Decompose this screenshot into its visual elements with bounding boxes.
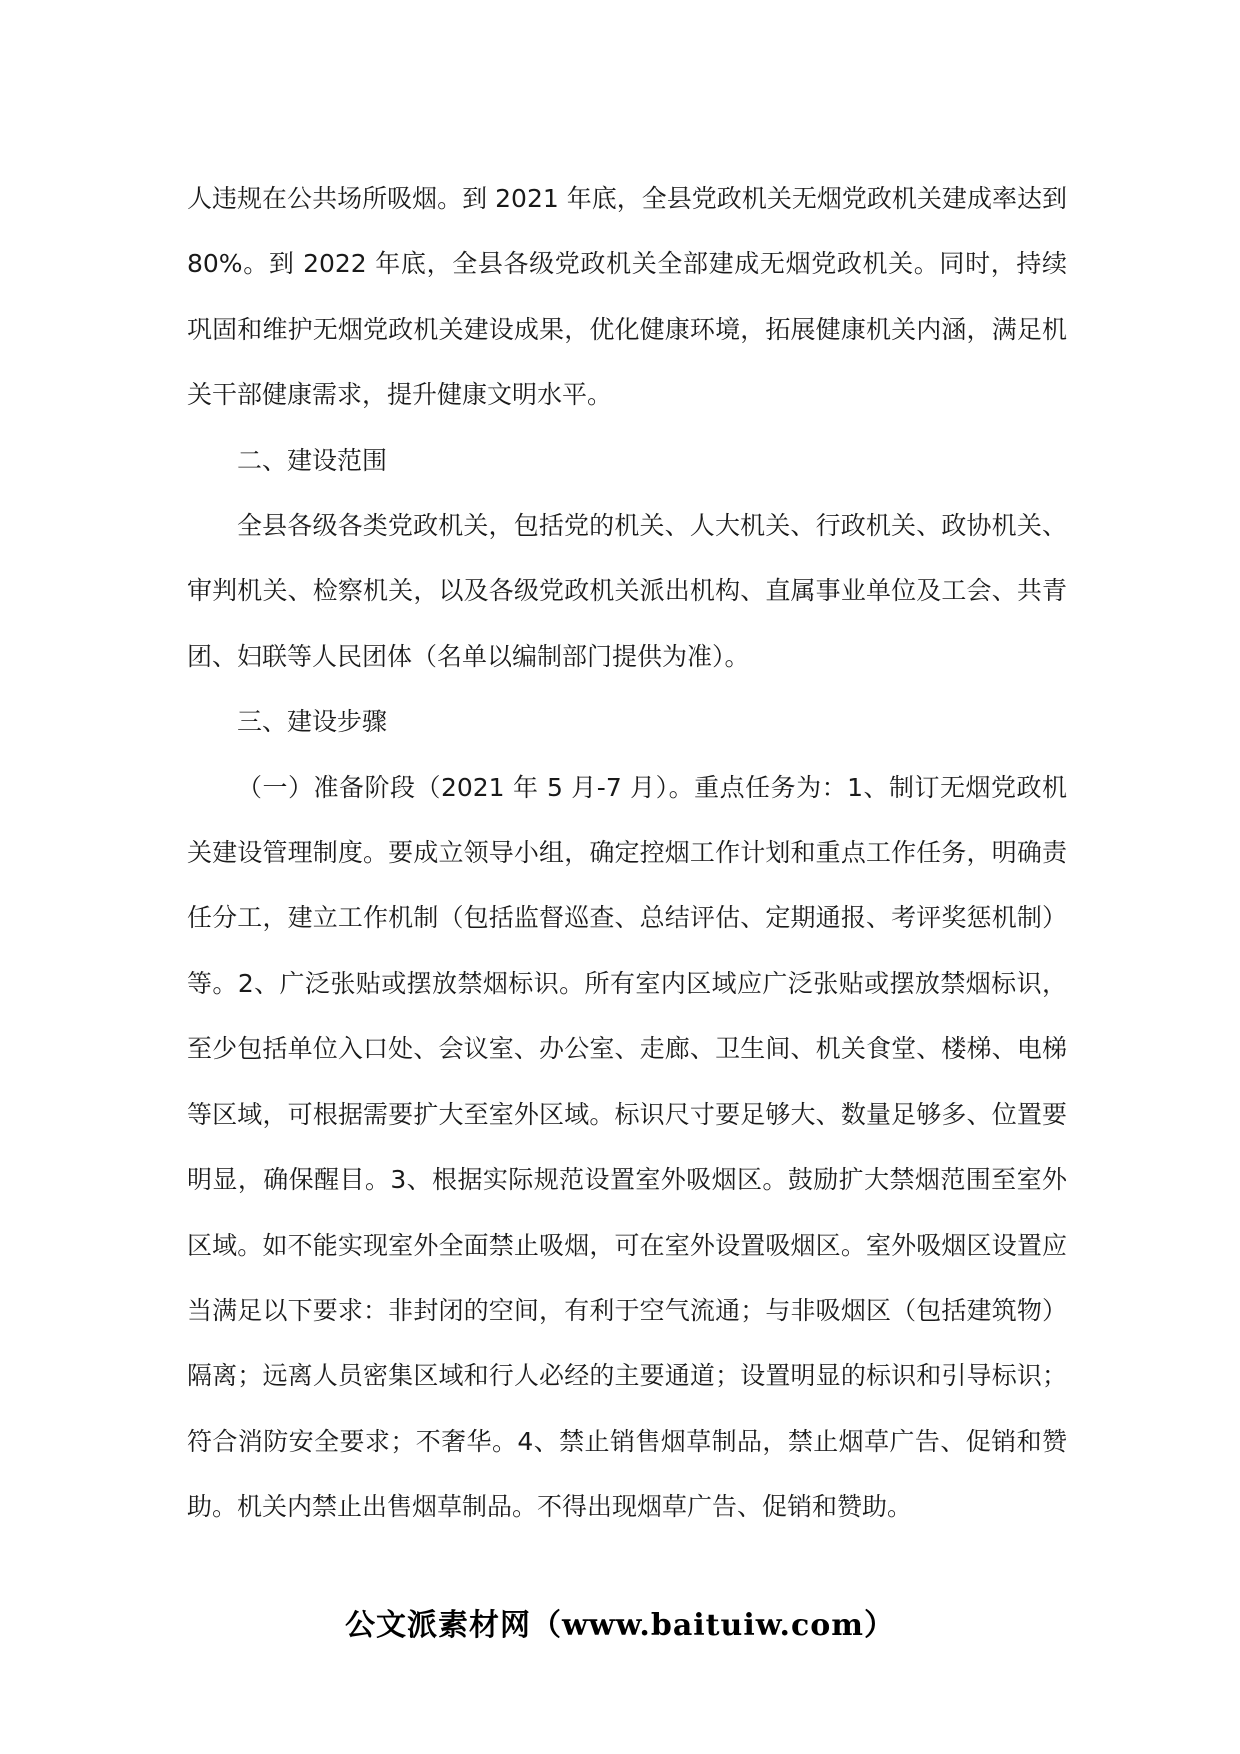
section-heading-steps: 三、建设步骤 — [237, 707, 388, 737]
document-body — [187, 166, 1067, 1540]
footer-watermark: 公文派素材网（www.baituiw.com） — [344, 1608, 896, 1643]
paragraph-scope: 全县各级各类党政机关，包括党的机关、人大机关、行政机关、政协机关、审判机关、检察机关，以及各级党政机关派出机构、直属事业单位及工会、共青团、妇联等人民团体（名单以编制部门提供为准）。 — [187, 511, 1067, 671]
section-heading-scope: 二、建设范围 — [237, 445, 388, 475]
paragraph-preparation-stage: （一）准备阶段（2021 年 5 月-7 月）。重点任务为：1、制订无烟党政机关建设管理制度。要成立领导小组，确定控烟工作计划和重点工作任务，明确责任分工，建立工作机制（包括监督巡查、总结评估、定期通报、考评奖惩机制）等。2、广泛张贴或摆放禁烟标识。所有室内区域应广泛张贴或摆放禁烟标识，至少包括单位入口处、会议室、办公室、走廊、卫生间、机关食堂、楼梯、电梯等区域，可根据需要扩大至室外区域。标识尺寸要足够大、数量足够多、位置要明显，确保醒目。3、根据实际规范设置室外吸烟区。鼓励扩大禁烟范围至室外区域。如不能实现室外全面禁止吸烟，可在室外设置吸烟区。室外吸烟区设置应当满足以下要求：非封闭的空间，有利于空气流通；与非吸烟区（包括建筑物）隔离；远离人员密集区域和行人必经的主要通道；设置明显的标识和引导标识；符合消防安全要求；不奢华。4、禁止销售烟草制品，禁止烟草广告、促销和赞助。机关内禁止出售烟草制品。不得出现烟草广告、促销和赞助。 — [187, 772, 1067, 1522]
paragraph-continued: 人违规在公共场所吸烟。到 2021 年底，全县党政机关无烟党政机关建成率达到 80%。到 2022 年底，全县各级党政机关全部建成无烟党政机关。同时，持续巩固和维护无烟党政机关建设成果，优化健康环境，拓展健康机关内涵，满足机关干部健康需求，提升健康文明水平。 — [187, 184, 1067, 410]
